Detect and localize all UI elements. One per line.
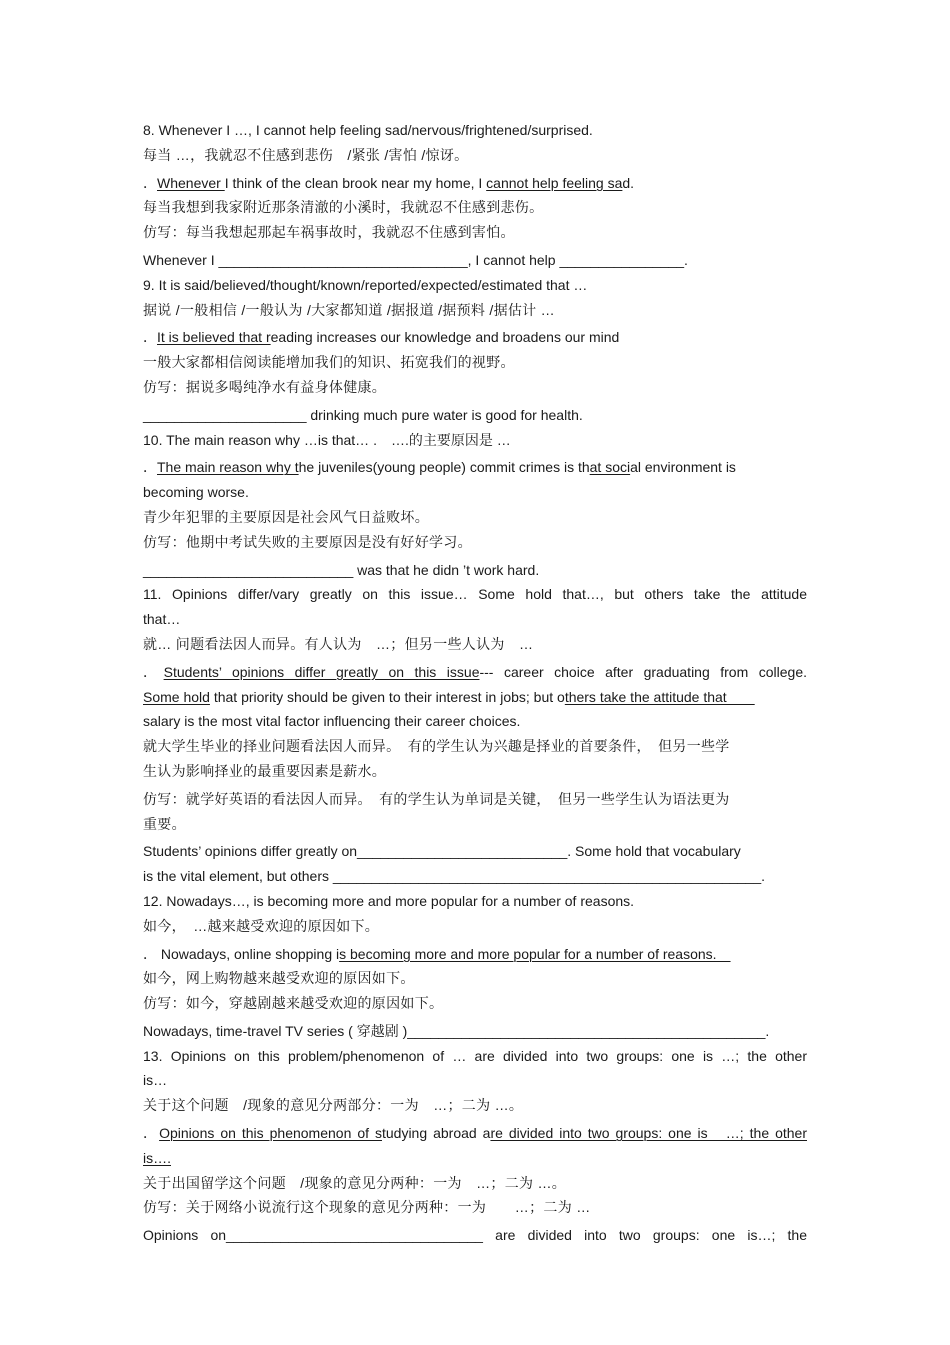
item-11-task-cont: 重要。 [143, 815, 186, 832]
item-13-example-cont: is…. [143, 1149, 171, 1166]
item-12-fill-blank[interactable]: Nowadays, time-travel TV series ( 穿越剧 )______________________________________________. [143, 1022, 770, 1039]
item-10-example: ．The main reason why the juveniles(young people) commit crimes is that social environment is [143, 459, 736, 476]
item-13-task: 仿写：关于网络小说流行这个现象的意见分两种：一为 …；二为 … [143, 1199, 591, 1216]
item-8-fill-blank[interactable]: Whenever I ________________________________, I cannot help ________________. [143, 251, 688, 268]
item-11-title-cont: that… [143, 611, 181, 628]
item-11-gloss: 就… 问题看法因人而异。有人认为 …；但另一些人认为 … [143, 635, 534, 652]
item-13-example-cn: 关于出国留学这个问题 /现象的意见分两种：一为 …；二为 …。 [143, 1174, 567, 1191]
item-10-example-cn: 青少年犯罪的主要原因是社会风气日益败坏。 [143, 508, 429, 525]
item-9-task: 仿写：据说多喝纯净水有益身体健康。 [143, 378, 387, 395]
item-11-fill-blank-2[interactable]: is the vital element, but others _______________________________________________________. [143, 868, 766, 885]
item-12-example: ． Nowadays, online shopping is becoming more and more popular for a number of reasons. [143, 945, 731, 962]
item-9-fill-blank[interactable]: _____________________ drinking much pure water is good for health. [143, 406, 583, 423]
item-11-example-cn-cont: 生认为影响择业的最重要因素是薪水。 [143, 762, 387, 779]
item-13-fill-blank[interactable]: Opinions on_________________________________ are divided into two groups: one is…; the [143, 1227, 807, 1244]
item-11-example: ．Students’ opinions differ greatly on this issue--- career choice after graduating from college. [143, 663, 807, 680]
item-8-title: 8. Whenever I …, I cannot help feeling sad/nervous/frightened/surprised. [143, 122, 593, 138]
item-11-example-cn: 就大学生毕业的择业问题看法因人而异。 有的学生认为兴趣是择业的首要条件， 但另一些学 [143, 738, 730, 755]
item-13-title: 13. Opinions on this problem/phenomenon of … are divided into two groups: one is …; the other [143, 1047, 807, 1064]
item-8-gloss: 每当 …，我就忍不住感到悲伤 /紧张 /害怕 /惊讶。 [143, 146, 469, 163]
item-11-title: 11. Opinions differ/vary greatly on this issue… Some hold that…, but others take the attitude [143, 586, 807, 603]
item-13-example: ．Opinions on this phenomenon of studying abroad are divided into two groups: one is …; the other [143, 1125, 807, 1142]
item-11-fill-blank[interactable]: Students’ opinions differ greatly on___________________________. Some hold that vocabulary [143, 843, 741, 860]
item-12-example-cn: 如今，网上购物越来越受欢迎的原因如下。 [143, 970, 415, 987]
item-11-task: 仿写：就学好英语的看法因人而异。 有的学生认为单词是关键， 但另一些学生认为语法更为 [143, 790, 730, 807]
item-12-task: 仿写：如今，穿越剧越来越受欢迎的原因如下。 [143, 995, 444, 1012]
item-10-task: 仿写：他期中考试失败的主要原因是没有好好学习。 [143, 533, 472, 550]
item-13-title-cont: is… [143, 1072, 168, 1089]
item-12-gloss: 如今， …越来越受欢迎的原因如下。 [143, 917, 380, 934]
item-8-example-cn: 每当我想到我家附近那条清澈的小溪时，我就忍不住感到悲伤。 [143, 199, 544, 216]
exercise-page [143, 118, 807, 1248]
item-13-gloss: 关于这个问题 /现象的意见分两部分：一为 …；二为 …。 [143, 1097, 524, 1114]
item-10-fill-blank[interactable]: ___________________________ was that he didn ’t work hard. [143, 561, 540, 578]
item-9-example: ．It is believed that reading increases our knowledge and broadens our mind [143, 329, 620, 346]
item-10-example-cont: becoming worse. [143, 484, 249, 501]
item-8-task: 仿写：每当我想起那起车祸事故时，我就忍不住感到害怕。 [143, 224, 515, 241]
item-9-title: 9. It is said/believed/thought/known/reported/expected/estimated that … [143, 276, 588, 293]
item-12-title: 12. Nowadays…, is becoming more and more popular for a number of reasons. [143, 892, 635, 909]
item-9-example-cn: 一般大家都相信阅读能增加我们的知识、拓宽我们的视野。 [143, 354, 515, 371]
item-8-example: ．Whenever I think of the clean brook near my home, I cannot help feeling sad. [143, 174, 635, 191]
item-11-example-line3: salary is the most vital factor influencing their career choices. [143, 713, 521, 730]
item-9-gloss: 据说 /一般相信 /一般认为 /大家都知道 /据报道 /据预料 /据估计 … [143, 301, 555, 318]
item-11-example-line2: Some hold that priority should be given to their interest in jobs; but others take the attitude that [143, 688, 755, 705]
item-10-title: 10. The main reason why …is that… . ….的主要原因是 … [143, 431, 511, 448]
